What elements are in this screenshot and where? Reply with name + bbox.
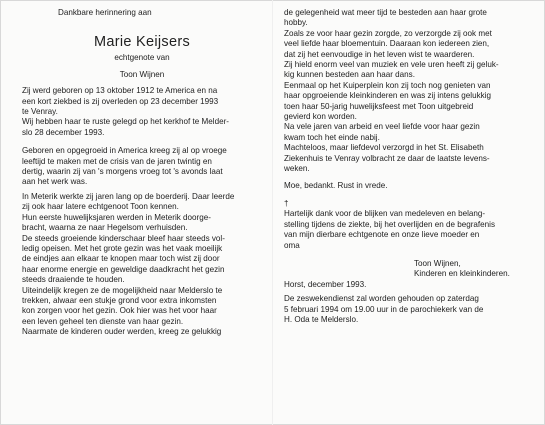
text-line: Uiteindelijk kregen ze de mogelijkheid naar Melderslo te bbox=[22, 285, 223, 295]
text-line: slo 28 december 1993. bbox=[22, 127, 105, 137]
left-page bbox=[22, 8, 262, 338]
signature-husband: Toon Wijnen, bbox=[414, 258, 461, 268]
text-line: steeds draaiende te houden. bbox=[22, 275, 125, 285]
paragraph-garden bbox=[284, 29, 524, 60]
text-line: leeftijd te maken met de crisis van de jaren twintig en bbox=[22, 156, 212, 166]
text-line: toen haar 50-jarig huwelijksfeest met Toon uitgebreid bbox=[284, 101, 474, 111]
text-line: kig kunnen besteden aan haar dans. bbox=[284, 70, 415, 80]
paragraph-melderslo bbox=[22, 286, 262, 338]
text-line: Machteloos, maar liefdevol verzorgd in het St. Elisabeth bbox=[284, 143, 484, 153]
text-line: Na vele jaren van arbeid en veel liefde voor haar gezin bbox=[284, 122, 480, 132]
text-line: haar enorme energie en geweldige daadkracht het gezin bbox=[22, 264, 225, 274]
text-line: aan het werk was. bbox=[22, 177, 88, 187]
paragraph-youth bbox=[22, 146, 262, 188]
text-line: In Meterik werkte zij jaren lang op de boerderij. Daar leerde bbox=[22, 191, 235, 201]
paragraph-marriage bbox=[22, 213, 262, 234]
text-line: Zij werd geboren op 13 oktober 1912 te America en na bbox=[22, 86, 218, 96]
text-line: Eenmaal op het Kuiperplein kon zij toch nog genieten van bbox=[284, 80, 491, 90]
card-heading: Dankbare herinnering aan bbox=[58, 8, 152, 17]
text-line: veel liefde haar bloementuin. Daaraan kon iedereen zien, bbox=[284, 39, 490, 49]
paragraph-meterik bbox=[22, 192, 262, 213]
text-line: ledig opeisen. Met het grote gezin was het vaak moeilijk bbox=[22, 243, 223, 253]
paragraph-hobby bbox=[284, 8, 524, 29]
text-line: gevierd kon worden. bbox=[284, 112, 357, 122]
right-page bbox=[284, 8, 524, 325]
paragraph-music bbox=[284, 60, 524, 81]
text-line: H. Oda te Melderslo. bbox=[284, 314, 359, 324]
text-line: De steeds groeiende kinderschaar bleef haar steeds vol- bbox=[22, 233, 225, 243]
text-line: oma bbox=[284, 240, 300, 250]
text-line: Naarmate de kinderen ouder werden, kreeg ze gelukkig bbox=[22, 327, 222, 337]
text-line: stelling tijdens de ziekte, bij het overlijden en de begrafenis bbox=[284, 219, 496, 229]
text-line: bracht, waarna ze naar Hegelsom verhuisden. bbox=[22, 223, 188, 233]
spouse-label: echtgenote van bbox=[114, 53, 170, 63]
text-line: van mijn dierbare echtgenote en onze lieve moeder en bbox=[284, 230, 480, 240]
fold-line bbox=[272, 0, 273, 425]
paragraph-thanks bbox=[284, 209, 524, 251]
text-line: Ziekenhuis te Venray volbracht ze daar de laatste levens- bbox=[284, 153, 490, 163]
text-line: de eindjes aan elkaar te knopen maar toch wist zij door bbox=[22, 254, 220, 264]
paragraph-birth-death bbox=[22, 86, 262, 117]
text-line: kwam toch het einde nabij. bbox=[284, 132, 380, 142]
text-line: Hartelijk dank voor de blijken van medeleven en belang- bbox=[284, 209, 486, 219]
paragraph-end bbox=[284, 122, 524, 143]
text-line: Hun eerste huwelijksjaren werden in Meterik doorge- bbox=[22, 212, 211, 222]
paragraph-family bbox=[22, 234, 262, 286]
text-line: te Venray. bbox=[22, 107, 58, 117]
paragraph-burial bbox=[22, 117, 262, 138]
paragraph-grandchildren bbox=[284, 81, 524, 123]
signature-family: Kinderen en kleinkinderen. bbox=[414, 269, 510, 279]
text-line: een kort ziekbed is zij overleden op 23 december 1993 bbox=[22, 96, 219, 106]
text-line: een leven geheel ten dienste van haar gezin. bbox=[22, 316, 184, 326]
text-line: trekken, alwaar een stukje grond voor extra inkomsten bbox=[22, 295, 217, 305]
text-line: haar opgroeiende kleinkinderen en was zij intens gelukkig bbox=[284, 91, 491, 101]
text-line: hobby. bbox=[284, 18, 308, 28]
text-line: de gelegenheid wat meer tijd te besteden aan haar grote bbox=[284, 8, 487, 17]
text-line: Wij hebben haar te ruste gelegd op het kerkhof te Melder- bbox=[22, 117, 229, 127]
paragraph-hospital bbox=[284, 143, 524, 174]
text-line: 5 februari 1994 om 19.00 uur in de parochiekerk van de bbox=[284, 304, 484, 314]
text-line: Zij hield enorm veel van muziek en vele uren heeft zij geluk- bbox=[284, 60, 499, 70]
text-line: kon zorgen voor het gezin. Ook hier was het voor haar bbox=[22, 306, 217, 316]
text-line: dat zij het eenvoudige in het leven wist te waarderen. bbox=[284, 49, 475, 59]
text-line: De zeswekendienst zal worden gehouden op zaterdag bbox=[284, 294, 479, 304]
place-date: Horst, december 1993. bbox=[284, 279, 367, 289]
text-line: Zoals ze voor haar gezin zorgde, zo verzorgde zij ook met bbox=[284, 28, 492, 38]
text-line: Geboren en opgegroeid in America kreeg zij al op vroege bbox=[22, 146, 227, 156]
spouse-name: Toon Wijnen bbox=[119, 69, 165, 79]
deceased-name: Marie Keijsers bbox=[93, 34, 191, 51]
cross-icon: † bbox=[284, 198, 289, 208]
text-line: weken. bbox=[284, 164, 310, 174]
farewell-text: Moe, bedankt. Rust in vrede. bbox=[284, 180, 388, 190]
paragraph-mass bbox=[284, 294, 524, 325]
text-line: dertig, waarin zij van 's morgens vroeg tot 's avonds laat bbox=[22, 167, 223, 177]
text-line: zij ook haar latere echtgenoot Toon kennen. bbox=[22, 202, 179, 212]
